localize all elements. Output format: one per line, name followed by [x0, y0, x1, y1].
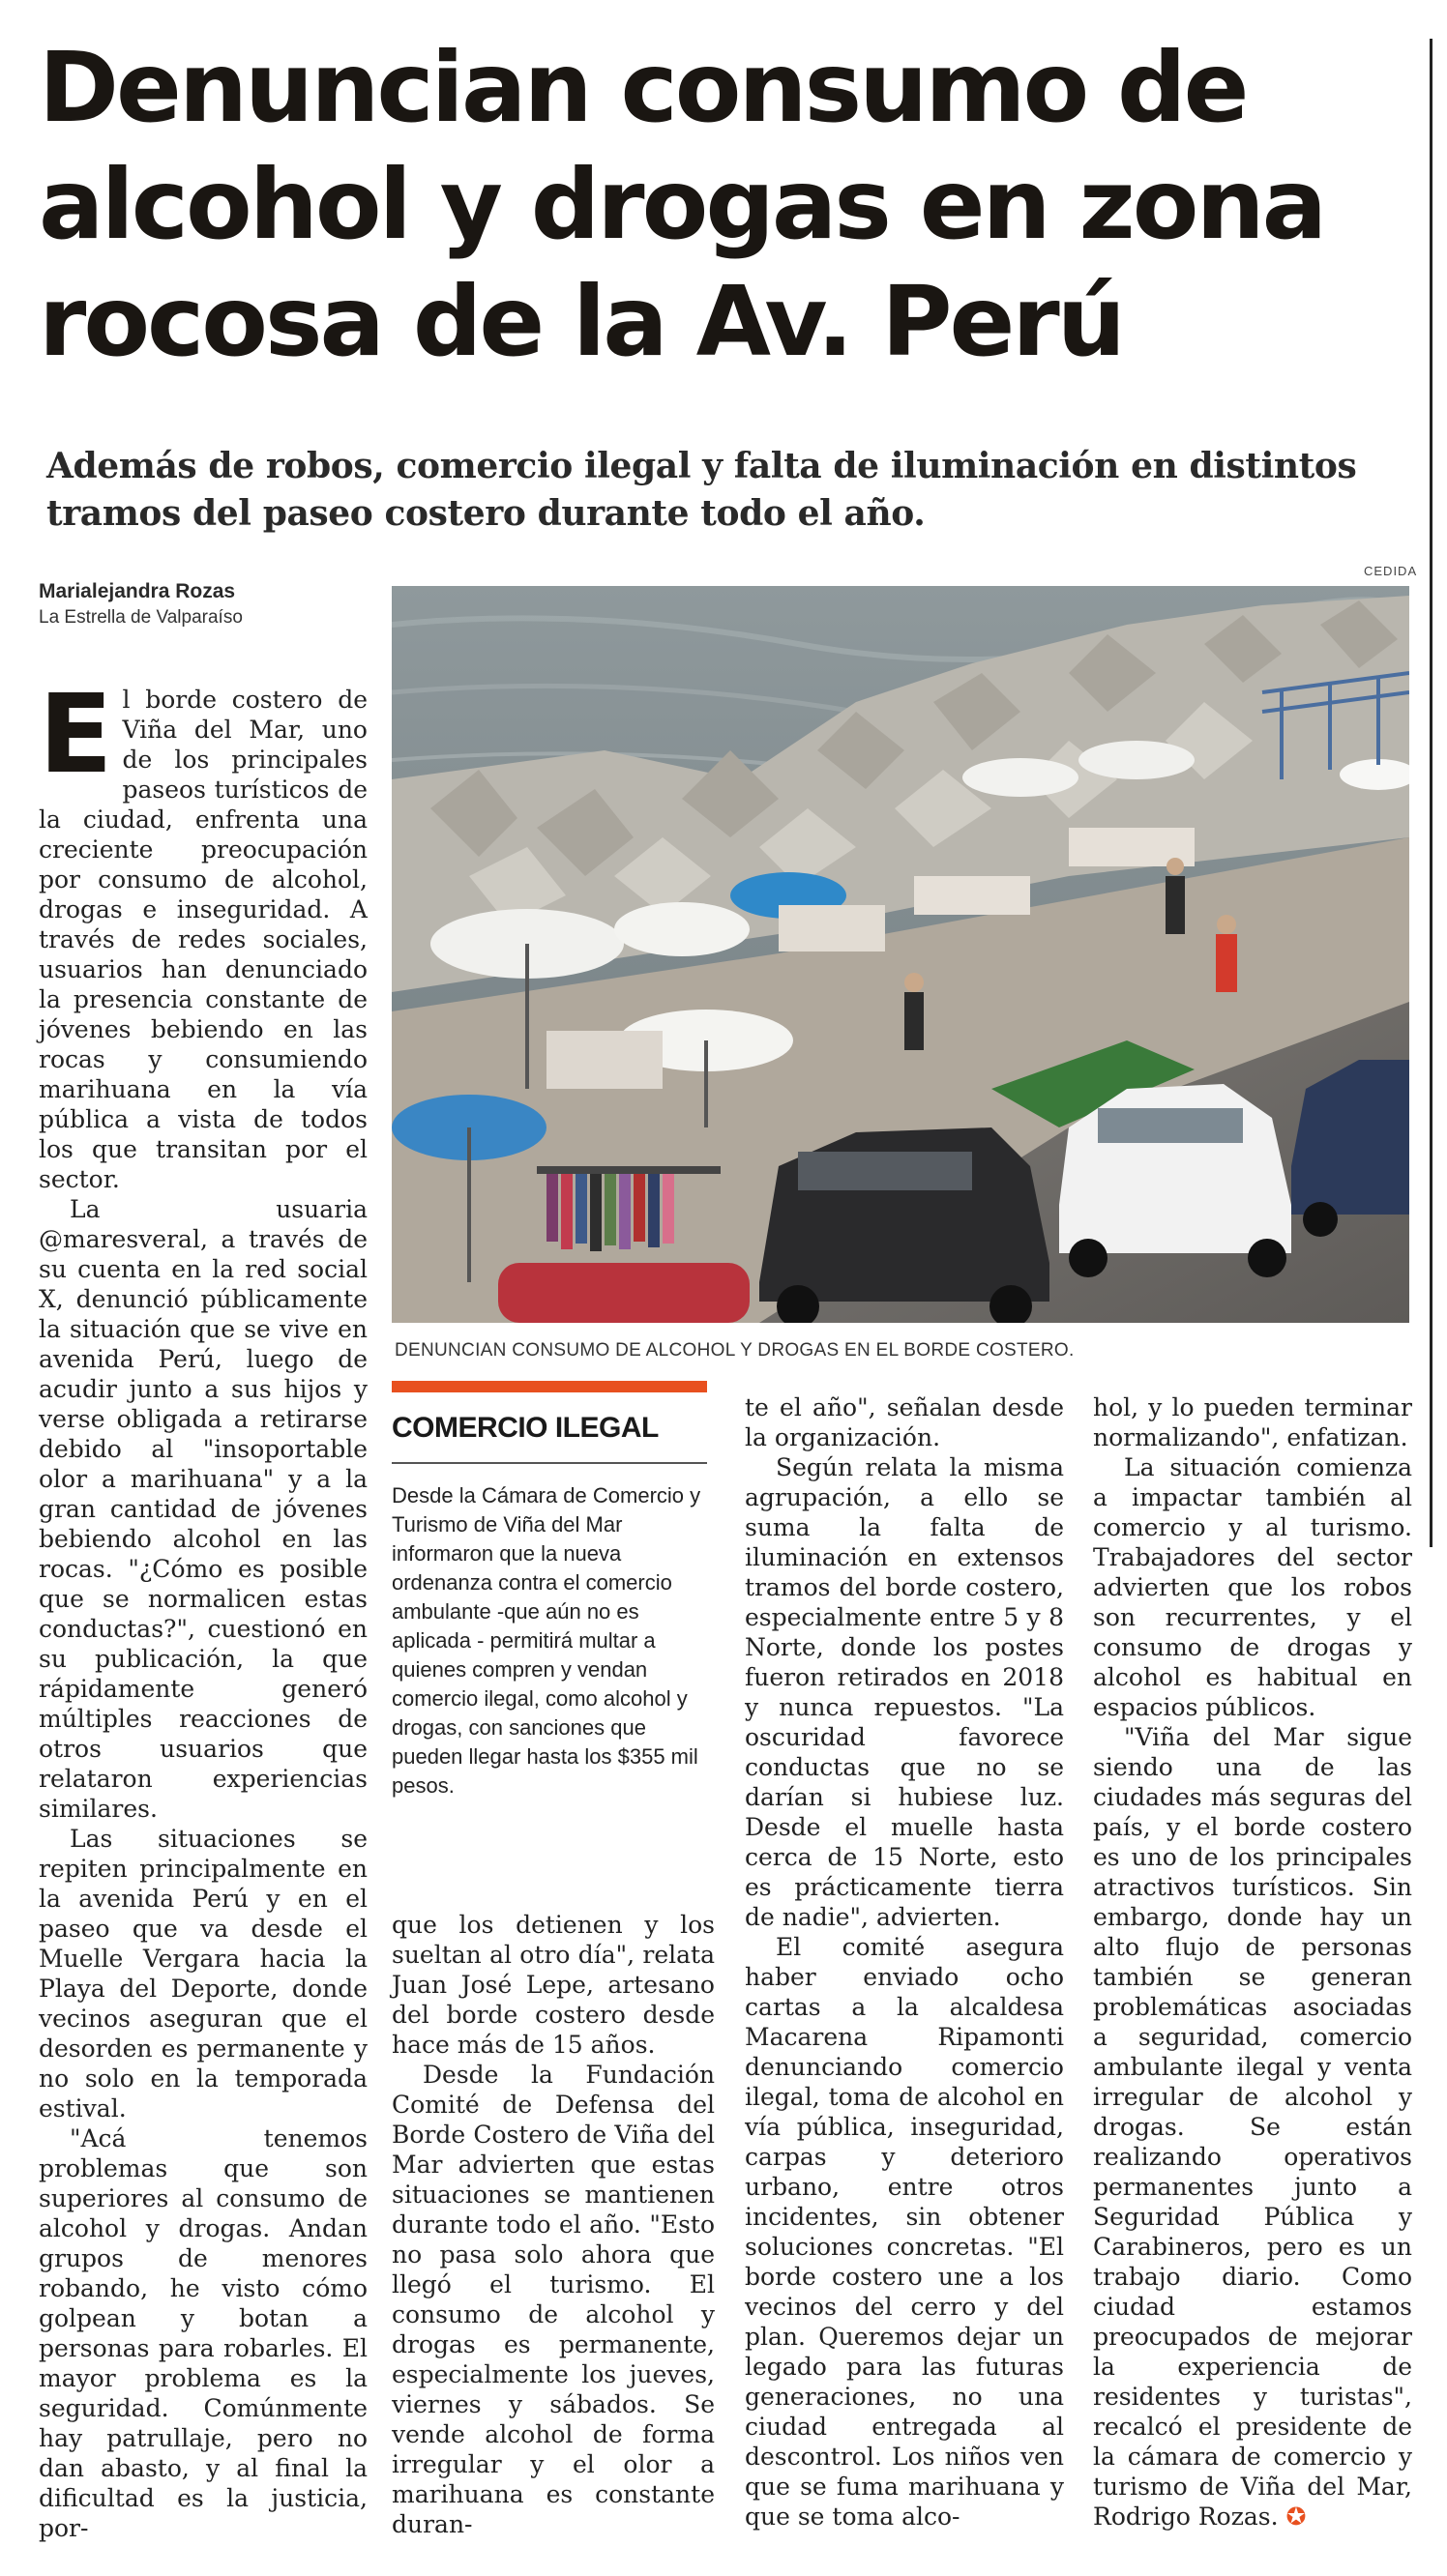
article-paragraph: que los detienen y los sueltan al otro día", relata Juan José Lepe, artesano del borde costero desde hace más de 15 años. — [392, 1911, 715, 2059]
sidebar-box — [392, 1381, 715, 1800]
photo-caption: DENUNCIAN CONSUMO DE ALCOHOL Y DROGAS EN EL BORDE COSTERO. — [395, 1340, 1075, 1361]
article-column-2 — [392, 1910, 715, 2539]
article-paragraph: Las situaciones se repiten principalmente en la avenida Perú y en el paseo que va desde el Muelle Vergara hacia la Playa del Deporte, donde vecinos aseguran que el desorden es permanente y no solo en la temporada estival. — [39, 1825, 368, 2122]
byline — [39, 580, 243, 629]
article-column-3 — [745, 1392, 1064, 2532]
headline: Denuncian consumo de alcohol y drogas en zona rocosa de la Av. Perú — [39, 31, 1325, 378]
article-paragraph: La usuaria @maresveral, a través de su cuenta en la red social X, denunció públicamente la situación que se vive en avenida Perú, luego de acudir junto a sus hijos y verse obligada a retirarse debido al "insoportable olor a marihuana" y a la gran cantidad de jóvenes bebiendo alcohol en las rocas. "¿Cómo es posible que se normalicen estas conductas?", cuestionó en su publicación, la que rápidamente generó múltiples reacciones de otros usuarios que relataron experiencias similares. — [39, 1195, 368, 1823]
article-paragraph: La situación comienza a impactar también al comercio y al turismo. Trabajadores del sector advierten que los robos son recurrentes, y el consumo de drogas y alcohol es habitual en espacios públicos. — [1093, 1453, 1412, 1721]
sidebar-divider — [392, 1462, 707, 1464]
photo-credit: CEDIDA — [1364, 564, 1418, 578]
article-paragraph: Desde la Fundación Comité de Defensa del Borde Costero de Viña del Mar advierten que estas situaciones se mantienen durante todo el año. "Esto no pasa solo ahora que llegó el turismo. El consumo de alcohol y drogas es permanente, especialmente los jueves, viernes y sábados. Se vende alcohol de forma irregular y el olor a marihuana es constante duran- — [392, 2061, 715, 2538]
author-name: Marialejandra Rozas — [39, 580, 236, 602]
end-mark-icon: ✪ — [1285, 2503, 1307, 2531]
subheadline: Además de robos, comercio ilegal y falta de iluminación en distintos tramos del paseo costero durante todo el año. — [46, 446, 1357, 534]
article-column-1 — [39, 672, 368, 2543]
column-divider-rule — [1430, 39, 1432, 1547]
article-paragraph: El comité asegura haber enviado ocho cartas a la alcaldesa Macarena Ripamonti denunciando comercio ilegal, toma de alcohol en vía pública, inseguridad, carpas y deterioro urbano, entre otros incidentes, sin obtener soluciones concretas. "El borde costero une a los vecinos del cerro y del plan. Queremos dejar un legado para las futuras generaciones, no una ciudad entregada al descontrol. Los niños ven que se fuma marihuana y que se toma alco- — [745, 1933, 1064, 2531]
sidebar-text: Desde la Cámara de Comercio y Turismo de Viña del Mar informaron que la nueva ordenanza contra el comercio ambulante -que aún no es aplicada - permitirá multar a quienes compren y vendan comercio ilegal, como alcohol y drogas, con sanciones que pueden llegar hasta los $355 mil pesos. — [392, 1483, 701, 1798]
author-outlet: La Estrella de Valparaíso — [39, 607, 243, 628]
article-paragraph: El borde costero de Viña del Mar, uno de los principales paseos turísticos de la ciudad, enfrenta una creciente preocupación por consumo de alcohol, drogas e inseguridad. A través de redes sociales, usuarios han denunciado la presencia constante de jóvenes bebiendo en las rocas y consumiendo marihuana en la vía pública a vista de todos los que transitan por el sector. — [39, 672, 368, 1193]
news-photo — [392, 586, 1409, 1323]
drop-cap: E — [39, 672, 113, 798]
article-paragraph: te el año", señalan desde la organización. — [745, 1393, 1064, 1451]
article-paragraph: Según relata la misma agrupación, a ello se suma la falta de iluminación en extensos tramos del borde costero, especialmente entre 5 y 8 Norte, donde los postes fueron retirados en 2018 y nunca repuestos. "La oscuridad favorece conductas que no se darían si hubiese luz. Desde el muelle hasta cerca de 15 Norte, esto es prácticamente tierra de nadie", advierten. — [745, 1453, 1064, 1931]
article-paragraph: "Viña del Mar sigue siendo una de las ciudades más seguras del país, y el borde costero es uno de los principales atractivos turísticos. Sin embargo, donde hay un alto flujo de personas también se generan problemáticas asociadas a seguridad, comercio ambulante ilegal y venta irregular de alcohol y drogas. Se están realizando operativos permanentes junto a Seguridad Pública y Carabineros, pero es un trabajo diario. Como ciudad estamos preocupados de mejorar la experiencia de residentes y turistas", recalcó el presidente de la cámara de comercio y turismo de Viña del Mar, Rodrigo Rozas. ✪ — [1093, 1723, 1412, 2531]
article-paragraph: "Acá tenemos problemas que son superiores al consumo de alcohol y drogas. Andan grupos de menores robando, he visto cómo golpean y botan a personas para robarles. El mayor problema es la seguridad. Comúnmente hay patrullaje, pero no dan abasto, y al final la dificultad es la justicia, por- — [39, 2124, 368, 2542]
sidebar-accent-bar — [392, 1381, 707, 1392]
article-paragraph: hol, y lo pueden terminar normalizando", enfatizan. — [1093, 1393, 1412, 1451]
sidebar-title: COMERCIO ILEGAL — [392, 1412, 659, 1444]
article-column-4 — [1093, 1392, 1412, 2532]
